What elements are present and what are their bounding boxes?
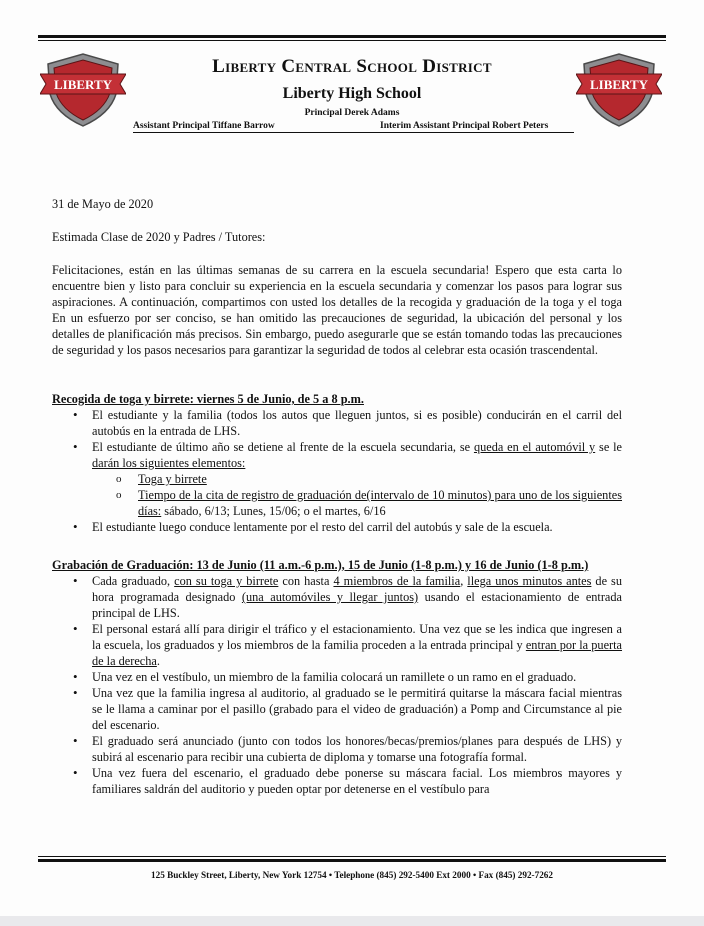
bottom-rule-thick <box>38 859 666 862</box>
top-rule-thick <box>38 35 666 38</box>
list-item-text: El graduado será anunciado (junto con todos los honores/becas/premios/planes para después de LHS) y subirá al escenario para recibir una cubierta de diploma y tomarse una fotografía formal. <box>92 734 622 764</box>
list-item <box>52 519 622 535</box>
sublist <box>52 471 622 519</box>
list-item-underlined-text: (una automóviles y llegar juntos) <box>241 590 419 604</box>
letter-intro-paragraph: Felicitaciones, están en las últimas semanas de su carrera en la escuela secundaria! Espero que esta carta lo encuentre bien y listo para concluir su experiencia en la escuela secundaria y comenzar los pasos para lograr sus aspiraciones. A continuación, compartimos con usted los detalles de la recogida y graduación de la toga y el toga En un esfuerzo por ser conciso, se han omitido las precauciones de seguridad, la ubicación del personal y los detalles de planificación más precisos. Sin embargo, puedo asegurarle que se están tomando todas las precauciones de seguridad y los pasos necesarios para garantizar la seguridad de todos al celebrar esta ocasión trascendental. <box>52 263 622 357</box>
list-item-text: usando el estacionamiento de entrada principal de LHS. <box>92 590 622 620</box>
list-item-text: El estudiante luego conduce lentamente por el resto del carril del autobús y sale de la escuela. <box>92 520 553 534</box>
principal-name: Principal Derek Adams <box>304 108 400 118</box>
section-toga-pickup <box>52 391 622 535</box>
section-toga-pickup-title: Recogida de toga y birrete: viernes 5 de Junio, de 5 a 8 p.m. <box>52 392 364 406</box>
list-item-text: Una vez que la familia ingresa al auditorio, al graduado se le permitirá quitarse la máscara facial mientras se le llama a caminar por el pasillo (grabado para el video de graduación) a Pomp and Circumstance al pie del escenario. <box>92 686 622 732</box>
list-item <box>52 407 622 439</box>
list-item <box>52 621 622 669</box>
list-item <box>52 669 622 685</box>
sublist-item <box>52 487 622 519</box>
list-item-text: . <box>156 654 160 668</box>
list-item-underlined-text: 4 miembros de la familia <box>333 574 461 588</box>
logo-text-left: LIBERTY <box>53 77 113 92</box>
bottom-rule-thin <box>38 856 666 857</box>
list-item-text: Una vez fuera del escenario, el graduado debe ponerse su máscara facial. Los miembros mayores y familiares saldrán del auditorio y pueden optar por detenerse en el vestíbulo para <box>92 766 622 796</box>
top-rule-thin <box>38 40 666 41</box>
list-item-underlined-text: darán los siguientes elementos: <box>92 456 246 470</box>
list-item-text: Una vez en el vestíbulo, un miembro de la familia colocará un ramillete o un ramo en el graduado. <box>92 670 577 684</box>
list-item-text: El estudiante de último año se detiene al frente de la escuela secundaria, se <box>92 440 474 454</box>
logo-text-right: LIBERTY <box>589 77 649 92</box>
section-toga-pickup-list <box>52 407 622 535</box>
list-item-text: de su hora programada designado <box>92 574 622 604</box>
district-title: Liberty Central School District <box>212 56 492 77</box>
sublist-item <box>52 471 622 487</box>
list-item <box>52 765 622 797</box>
sublist-item-underlined-text: Tiempo de la cita de registro de graduación de(intervalo de 10 minutos) para uno de los siguientes días: <box>138 488 622 518</box>
list-item-underlined-text: entran por la puerta de la derecha <box>92 638 623 668</box>
list-item-text: se le <box>595 440 622 454</box>
list-item-underlined-text: queda en el automóvil y <box>473 440 596 454</box>
list-item-text: El personal estará allí para dirigir el tráfico y el estacionamiento. Una vez que se les indica que ingresen a la escuela, los graduados y los miembros de la familia proceden a la entrada principal y <box>92 622 622 652</box>
letter-date: 31 de Mayo de 2020 <box>52 197 154 211</box>
list-item-text: , <box>460 574 468 588</box>
list-item <box>52 733 622 765</box>
sublist-item-text: sábado, 6/13; Lunes, 15/06; o el martes, 6/16 <box>161 504 386 518</box>
letter-salutation: Estimada Clase de 2020 y Padres / Tutores: <box>52 230 266 244</box>
section-graduation-recording <box>52 557 622 797</box>
list-item-text: El estudiante y la familia (todos los autos que lleguen juntos, si es posible) conducirán en el carril del autobús en la entrada de LHS. <box>92 408 622 438</box>
list-item-underlined-text: llega unos minutos antes <box>467 574 592 588</box>
list-item <box>52 573 622 621</box>
sublist-item-text: Toga y birrete <box>138 472 207 486</box>
assistant-principal-right: Interim Assistant Principal Robert Peters <box>380 121 549 131</box>
section-graduation-recording-title: Grabación de Graduación: 13 de Junio (11 a.m.-6 p.m.), 15 de Junio (1-8 p.m.) y 16 de Junio (1-8 p.m.) <box>52 558 589 572</box>
section-graduation-recording-list <box>52 573 622 797</box>
list-item <box>52 439 622 519</box>
footer-address: 125 Buckley Street, Liberty, New York 12754 • Telephone (845) 292-5400 Ext 2000 • Fax (845) 292-7262 <box>151 870 553 880</box>
list-item <box>52 685 622 733</box>
viewer-bottom-band <box>0 916 704 926</box>
school-name: Liberty High School <box>282 85 422 102</box>
assistant-principal-left: Assistant Principal Tiffane Barrow <box>133 121 275 131</box>
assistant-principals <box>133 121 574 133</box>
list-item-underlined-text: con su toga y birrete <box>174 574 279 588</box>
list-item-text: Cada graduado, <box>92 574 175 588</box>
list-item-text: con hasta <box>278 574 334 588</box>
